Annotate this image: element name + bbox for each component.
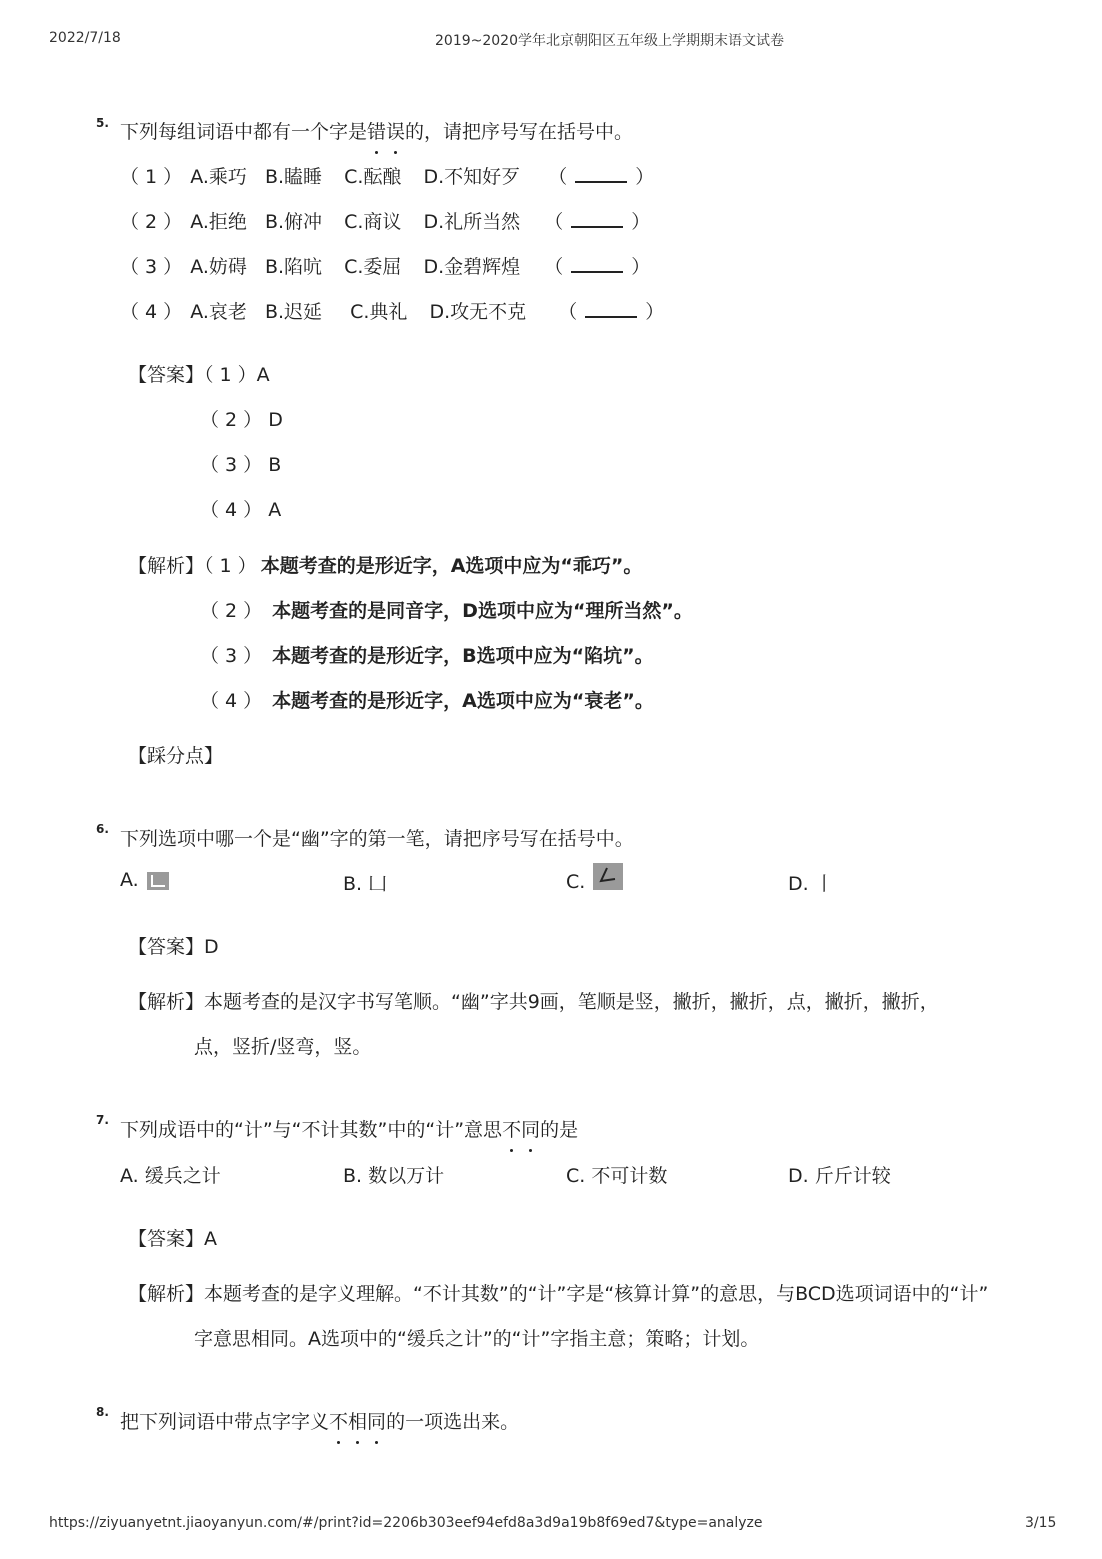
answer-label: 【答案】 — [128, 1228, 205, 1250]
option-b: B.俯冲 — [264, 211, 323, 233]
answer-value: （ 2 ） D — [200, 409, 283, 431]
option-a: A.乘巧 — [190, 166, 247, 188]
option-c: C.酝酿 — [344, 166, 402, 188]
analysis-text: 点，竖折/竖弯，竖。 — [194, 1036, 372, 1058]
option-b: B.迟延 — [264, 301, 323, 323]
option-d: D. 斤斤计较 — [788, 1165, 891, 1187]
answer-blank[interactable] — [571, 212, 623, 228]
analysis-index: （ 4 ） — [200, 690, 263, 712]
analysis-index: （ 3 ） — [200, 645, 263, 667]
analysis-text: 本题考查的是形近字，A选项中应为“衰老”。 — [272, 690, 654, 712]
answer-label: 【答案】 — [128, 364, 205, 386]
item-index: （ 4 ） — [120, 301, 183, 323]
analysis-line — [128, 1279, 988, 1306]
option-b: B. 凵 — [343, 873, 388, 895]
stem-text: 的一项选出来。 — [386, 1411, 520, 1433]
stem-text: 的是 — [540, 1119, 579, 1141]
analysis-text: 本题考查的是形近字，A选项中应为“乖巧”。 — [260, 555, 643, 577]
paren-open: （ — [544, 256, 564, 278]
answer-label: 【答案】 — [128, 936, 205, 958]
stem-text: 把下列词语中带点字字义 — [120, 1411, 330, 1433]
page-title: 2019~2020学年北京朝阳区五年级上学期期末语文试卷 — [435, 33, 784, 49]
analysis-line — [200, 641, 654, 668]
dotted-char: 错 — [367, 117, 386, 144]
question-number: 6. — [96, 822, 109, 836]
page-number: 3/15 — [1025, 1515, 1057, 1531]
item-index: （ 1 ） — [120, 166, 183, 188]
analysis-label: 【解析】 — [128, 1283, 205, 1305]
footer-url[interactable]: https://ziyuanyetnt.jiaoyanyun.com/#/print?id=2206b303eef94efd8a3d9a19b8f69ed7&type=analyze — [49, 1515, 763, 1531]
item-index: （ 2 ） — [120, 211, 183, 233]
option-b: B. 数以万计 — [343, 1165, 445, 1187]
option-d: D.攻无不克 — [429, 301, 527, 323]
analysis-text: 本题考查的是同音字，D选项中应为“理所当然”。 — [272, 600, 693, 622]
option-row — [120, 297, 664, 324]
dotted-char: 相 — [348, 1407, 367, 1434]
analysis-line — [128, 987, 939, 1014]
paren-open: （ — [558, 301, 578, 323]
analysis-line — [200, 686, 654, 713]
stroke-image-a — [147, 872, 169, 890]
analysis-text: 本题考查的是汉字书写笔顺。“幽”字共9画，笔顺是竖，撇折，撇折，点，撇折，撇折， — [204, 991, 939, 1013]
answer-value: （ 1 ）A — [204, 364, 270, 386]
option-d: D.不知好歹 — [423, 166, 521, 188]
answer-value: （ 3 ） B — [200, 454, 282, 476]
option-c: C. 不可计数 — [566, 1165, 668, 1187]
paren-open: （ — [544, 211, 564, 233]
question-stem — [120, 117, 633, 144]
option-c-label: C. — [566, 871, 586, 893]
answer-line — [128, 360, 270, 387]
print-date: 2022/7/18 — [49, 30, 121, 46]
stem-text: 下列成语中的“计”与“不计其数”中的“计”意思 — [120, 1119, 503, 1141]
paren-open: （ — [548, 166, 568, 188]
paren-close: ） — [631, 211, 651, 233]
stem-text: 下列每组词语中都有一个字是 — [120, 121, 368, 143]
answer-blank[interactable] — [571, 257, 623, 273]
dotted-char: 同 — [521, 1115, 540, 1142]
option-a: A. 缓兵之计 — [120, 1165, 221, 1187]
analysis-text: 本题考查的是字义理解。“不计其数”的“计”字是“核算计算”的意思，与BCD选项词语中的“计” — [204, 1283, 989, 1305]
answer-line — [128, 932, 219, 959]
analysis-line — [128, 551, 642, 578]
option-row — [120, 252, 650, 279]
analysis-index: （ 2 ） — [200, 600, 263, 622]
question-number: 7. — [96, 1113, 109, 1127]
dotted-char: 同 — [367, 1407, 386, 1434]
answer-value: （ 4 ） A — [200, 499, 282, 521]
option-a: A.哀老 — [190, 301, 247, 323]
option-c — [566, 869, 623, 896]
analysis-text: 字意思相同。A选项中的“缓兵之计”的“计”字指主意；策略；计划。 — [194, 1328, 760, 1350]
option-row — [120, 162, 654, 189]
dotted-char: 不 — [502, 1115, 521, 1142]
option-row — [120, 207, 650, 234]
answer-value: A — [204, 1228, 218, 1250]
points-label: 【踩分点】 — [128, 745, 224, 767]
answer-blank[interactable] — [585, 302, 637, 318]
stem-text: 的，请把序号写在括号中。 — [405, 121, 634, 143]
paren-close: ） — [635, 166, 655, 188]
option-a: A.妨碍 — [190, 256, 247, 278]
option-a — [120, 869, 169, 891]
answer-line — [128, 1224, 217, 1251]
option-a: A.拒绝 — [190, 211, 247, 233]
stroke-image-c — [593, 863, 623, 890]
question-number: 5. — [96, 116, 109, 130]
option-b: B.陷吭 — [264, 256, 323, 278]
option-c: C.委屈 — [344, 256, 402, 278]
analysis-label: 【解析】 — [128, 555, 205, 577]
option-b: B.瞌睡 — [264, 166, 323, 188]
paren-close: ） — [645, 301, 665, 323]
dotted-char: 不 — [329, 1407, 348, 1434]
option-d: D.礼所当然 — [423, 211, 521, 233]
option-c: C.商议 — [344, 211, 402, 233]
paren-close: ） — [631, 256, 651, 278]
analysis-line — [200, 596, 693, 623]
analysis-label: 【解析】 — [128, 991, 205, 1013]
question-stem: 下列选项中哪一个是“幽”字的第一笔，请把序号写在括号中。 — [120, 828, 634, 850]
option-a-label: A. — [120, 869, 139, 891]
question-stem — [120, 1407, 519, 1434]
item-index: （ 3 ） — [120, 256, 183, 278]
answer-blank[interactable] — [575, 167, 627, 183]
analysis-index: （ 1 ） — [204, 555, 257, 577]
option-c: C.典礼 — [350, 301, 408, 323]
analysis-text: 本题考查的是形近字，B选项中应为“陷坑”。 — [272, 645, 654, 667]
question-number: 8. — [96, 1405, 109, 1419]
option-d: D.金碧辉煌 — [423, 256, 521, 278]
option-d: D. 丨 — [788, 873, 834, 895]
answer-value: D — [204, 936, 219, 958]
dotted-char: 误 — [386, 117, 405, 144]
question-stem — [120, 1115, 578, 1142]
